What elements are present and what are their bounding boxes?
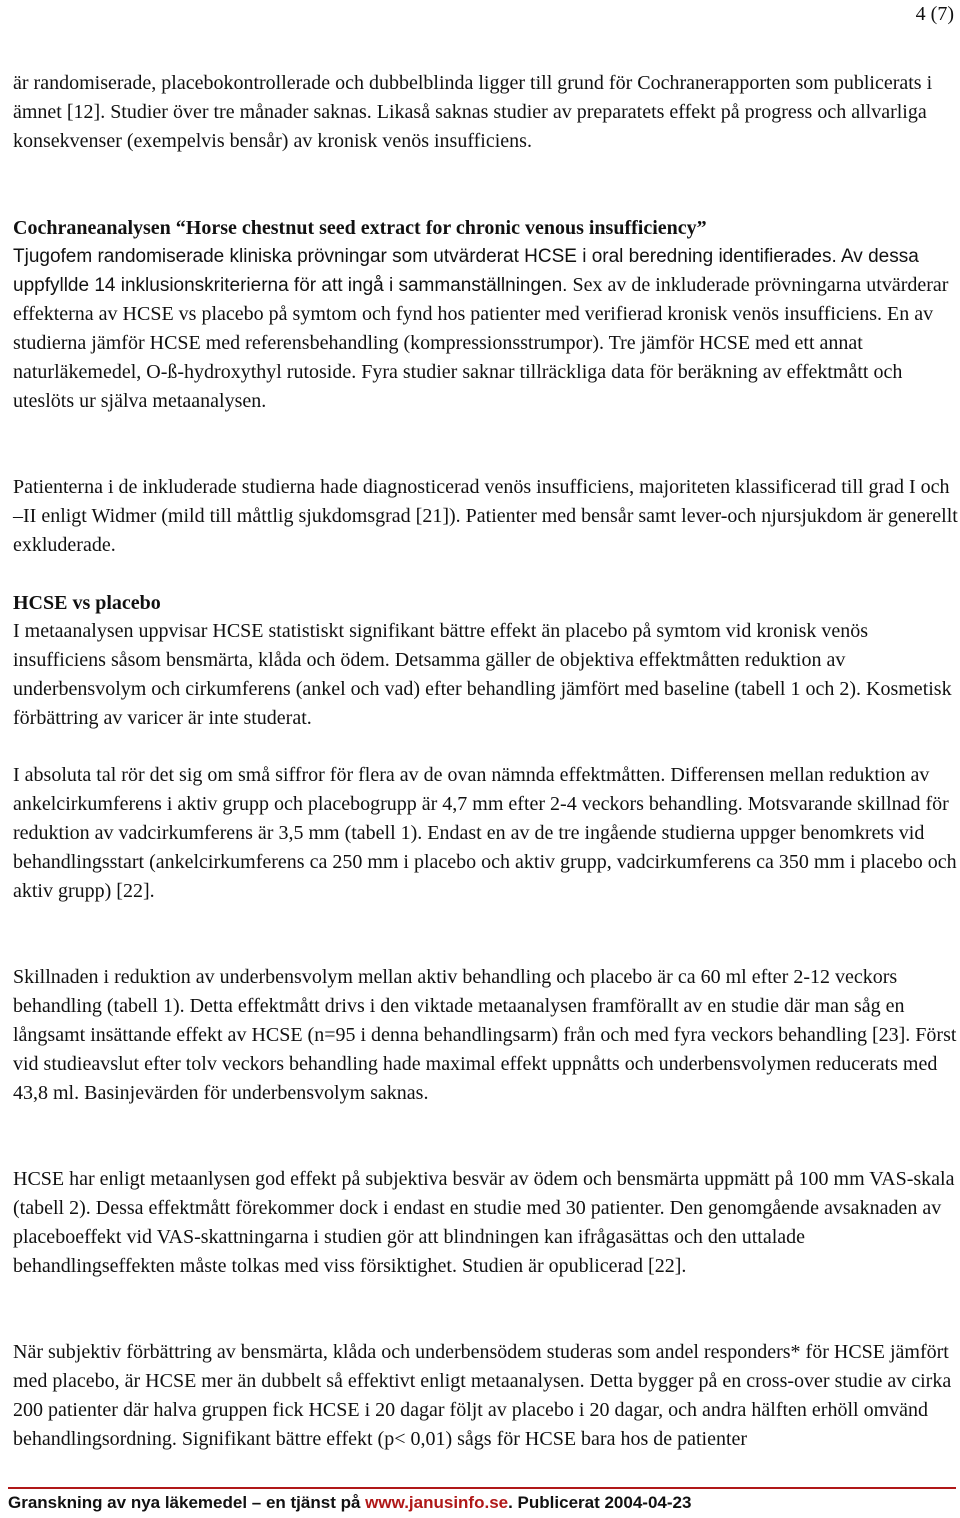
placebo-heading: HCSE vs placebo (13, 592, 161, 614)
footer-published-text: . Publicerat 2004-04-23 (508, 1493, 692, 1512)
footer-site-link[interactable]: www.janusinfo.se (365, 1493, 509, 1512)
intro-paragraph: är randomiserade, placebokontrollerade och dubbelblinda ligger till grund för Cochranerapporten som publicerats i ämnet [12]. Studier över tre månader saknas. Likaså saknas studier av preparatets effekt på progress och allvarliga konsekvenser (exempelvis bensår) av kronisk venös insufficiens. (13, 72, 933, 152)
footer (8, 1492, 691, 1514)
volume-paragraph: Skillnaden i reduktion av underbensvolym mellan aktiv behandling och placebo är ca 60 ml efter 2-12 veckors behandling (tabell 1). Detta effektmått drivs i den viktade metaanalysen framförallt av en studie där man såg en långsamt insättande effekt av HCSE (n=95 i denna behandlingsarm) från och med fyra veckors behandling [23]. Först vid studieavslut efter tolv veckors behandling hade maximal effekt uppnåtts och underbensvolymen reducerats med 43,8 ml. Basinjevärden för underbensvolym saknas. (13, 966, 957, 1104)
footer-divider (8, 1487, 956, 1489)
footer-lead-text: Granskning av nya läkemedel – en tjänst på (8, 1493, 366, 1512)
responders-paragraph: När subjektiv förbättring av bensmärta, klåda och underbensödem studeras som andel responders* för HCSE jämfört med placebo, är HCSE mer än dubbelt så effektivt enligt metaanalysen. Detta bygger på en cross-over studie av cirka 200 patienter där halva gruppen fick HCSE i 20 dagar följt av placebo i 20 dagar, och andra hälften erhöll omvänd behandlingsordning. Signifikant bättre effekt (p< 0,01) sågs för HCSE bara hos de patienter (13, 1341, 952, 1450)
placebo-paragraph: I metaanalysen uppvisar HCSE statistiskt signifikant bättre effekt än placebo på symtom vid kronisk venös insufficiens såsom bensmärta, klåda och ödem. Detsamma gäller de objektiva effektmåtten reduktion av underbensvolym och cirkumferens (ankel och vad) efter behandling jämfört med baseline (tabell 1 och 2). Kosmetisk förbättring av varicer är inte studerat. (13, 620, 952, 729)
absolute-values-paragraph: I absoluta tal rör det sig om små siffror för flera av de ovan nämnda effektmåtten. Differensen mellan reduktion av ankelcirkumferens i aktiv grupp och placebogrupp är 4,7 mm efter 2-4 veckors behandling. Motsvarande skillnad för reduktion av vadcirkumferens är 3,5 mm (tabell 1). Endast en av de tre ingående studierna uppger benomkrets vid behandlingsstart (ankelcirkumferens ca 250 mm i placebo och aktiv grupp, vadcirkumferens ca 350 mm i placebo och aktiv grupp) [22]. (13, 764, 957, 902)
subjective-paragraph: HCSE har enligt metaanlysen god effekt på subjektiva besvär av ödem och bensmärta uppmätt på 100 mm VAS-skala (tabell 2). Dessa effektmått förekommer dock i endast en studie med 30 patienter. Den genomgående avsaknaden av placeboeffekt vid VAS-skattningarna i studien gör att blindningen kan ifrågasättas och den uttalade behandlingseffekten måste tolkas med viss försiktighet. Studien är opublicerad [22]. (13, 1168, 955, 1277)
cochrane-detail-text: Sex av de inkluderade prövningarna utvärderar effekterna av HCSE vs placebo på symtom och fynd hos patienter med verifierad kronisk venös insufficiens. En av studierna jämför HCSE med referensbehandling (kompressionsstrumpor). Tre jämför HCSE med ett annat naturläkemedel, O-ß-hydroxythyl rutoside. Fyra studier saknar tillräckliga data för beräkning av effektmått och uteslöts ur själva metaanalysen. (13, 274, 949, 412)
cochrane-paragraph (13, 242, 960, 416)
cochrane-summary-text: Tjugofem randomiserade kliniska prövningar som utvärderat HCSE i oral beredning identifierades. Av dessa uppfyllde 14 inklusionskriterierna för att ingå i sammanställningen. (13, 246, 919, 296)
page-number: 4 (7) (915, 3, 954, 25)
cochrane-heading: Cochraneanalysen “Horse chestnut seed extract for chronic venous insufficiency” (13, 217, 707, 239)
patients-paragraph: Patienterna i de inkluderade studierna hade diagnosticerad venös insufficiens, majoriteten klassificerad till grad I och –II enligt Widmer (mild till måttlig sjukdomsgrad [21]). Patienter med bensår samt lever-och njursjukdom är generellt exkluderade. (13, 476, 958, 556)
